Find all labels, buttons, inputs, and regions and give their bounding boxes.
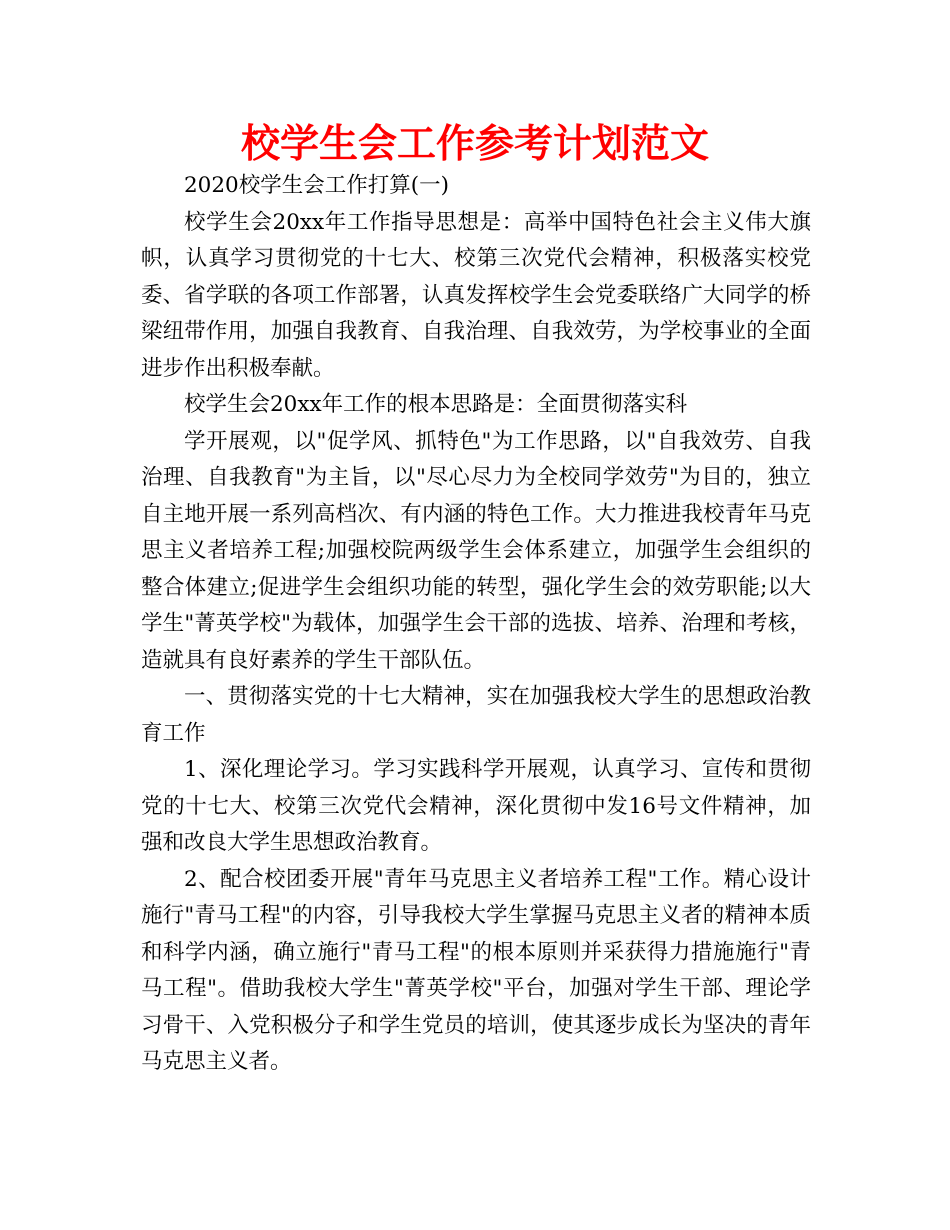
paragraph-item-2: 2、配合校团委开展"青年马克思主义者培养工程"工作。精心设计施行"青马工程"的内容，引导我校大学生掌握马克思主义者的精神本质和科学内涵，确立施行"青马工程"的根本原则并采获得力措施施行"青马工程"。借助我校大学生"菁英学校"平台，加强对学生干部、理论学习骨干、入党积极分子和学生党员的培训，使其逐步成长为坚决的青年马克思主义者。 <box>141 866 811 1074</box>
document-title: 校学生会工作参考计划范文 <box>240 122 709 167</box>
document-body <box>141 168 811 1081</box>
section-heading-one: 一、贯彻落实党的十七大精神，实在加强我校大学生的思想政治教育工作 <box>141 684 811 746</box>
paragraph-plan-heading: 2020校学生会工作打算(一) <box>184 173 449 198</box>
paragraph-basic-approach: 校学生会20xx年工作的根本思路是：全面贯彻落实科 <box>184 392 688 417</box>
paragraph-guiding-thought: 校学生会20xx年工作指导思想是：高举中国特色社会主义伟大旗帜，认真学习贯彻党的十七大、校第三次党代会精神，积极落实校党委、省学联的各项工作部署，认真发挥校学生会党委联络广大同学的桥梁纽带作用，加强自我教育、自我治理、自我效劳，为学校事业的全面进步作出积极奉献。 <box>141 209 811 381</box>
paragraph-item-1: 1、深化理论学习。学习实践科学开展观，认真学习、宣传和贯彻党的十七大、校第三次党代会精神，深化贯彻中发16号文件精神，加强和改良大学生思想政治教育。 <box>141 757 811 855</box>
paragraph-development-outlook: 学开展观，以"促学风、抓特色"为工作思路，以"自我效劳、自我治理、自我教育"为主旨，以"尽心尽力为全校同学效劳"为目的，独立自主地开展一系列高档次、有内涵的特色工作。大力推进我校青年马克思主义者培养工程;加强校院两级学生会体系建立，加强学生会组织的整合体建立;促进学生会组织功能的转型，强化学生会的效劳职能;以大学生"菁英学校"为载体，加强学生会干部的选拔、培养、治理和考核，造就具有良好素养的学生干部队伍。 <box>141 428 811 673</box>
